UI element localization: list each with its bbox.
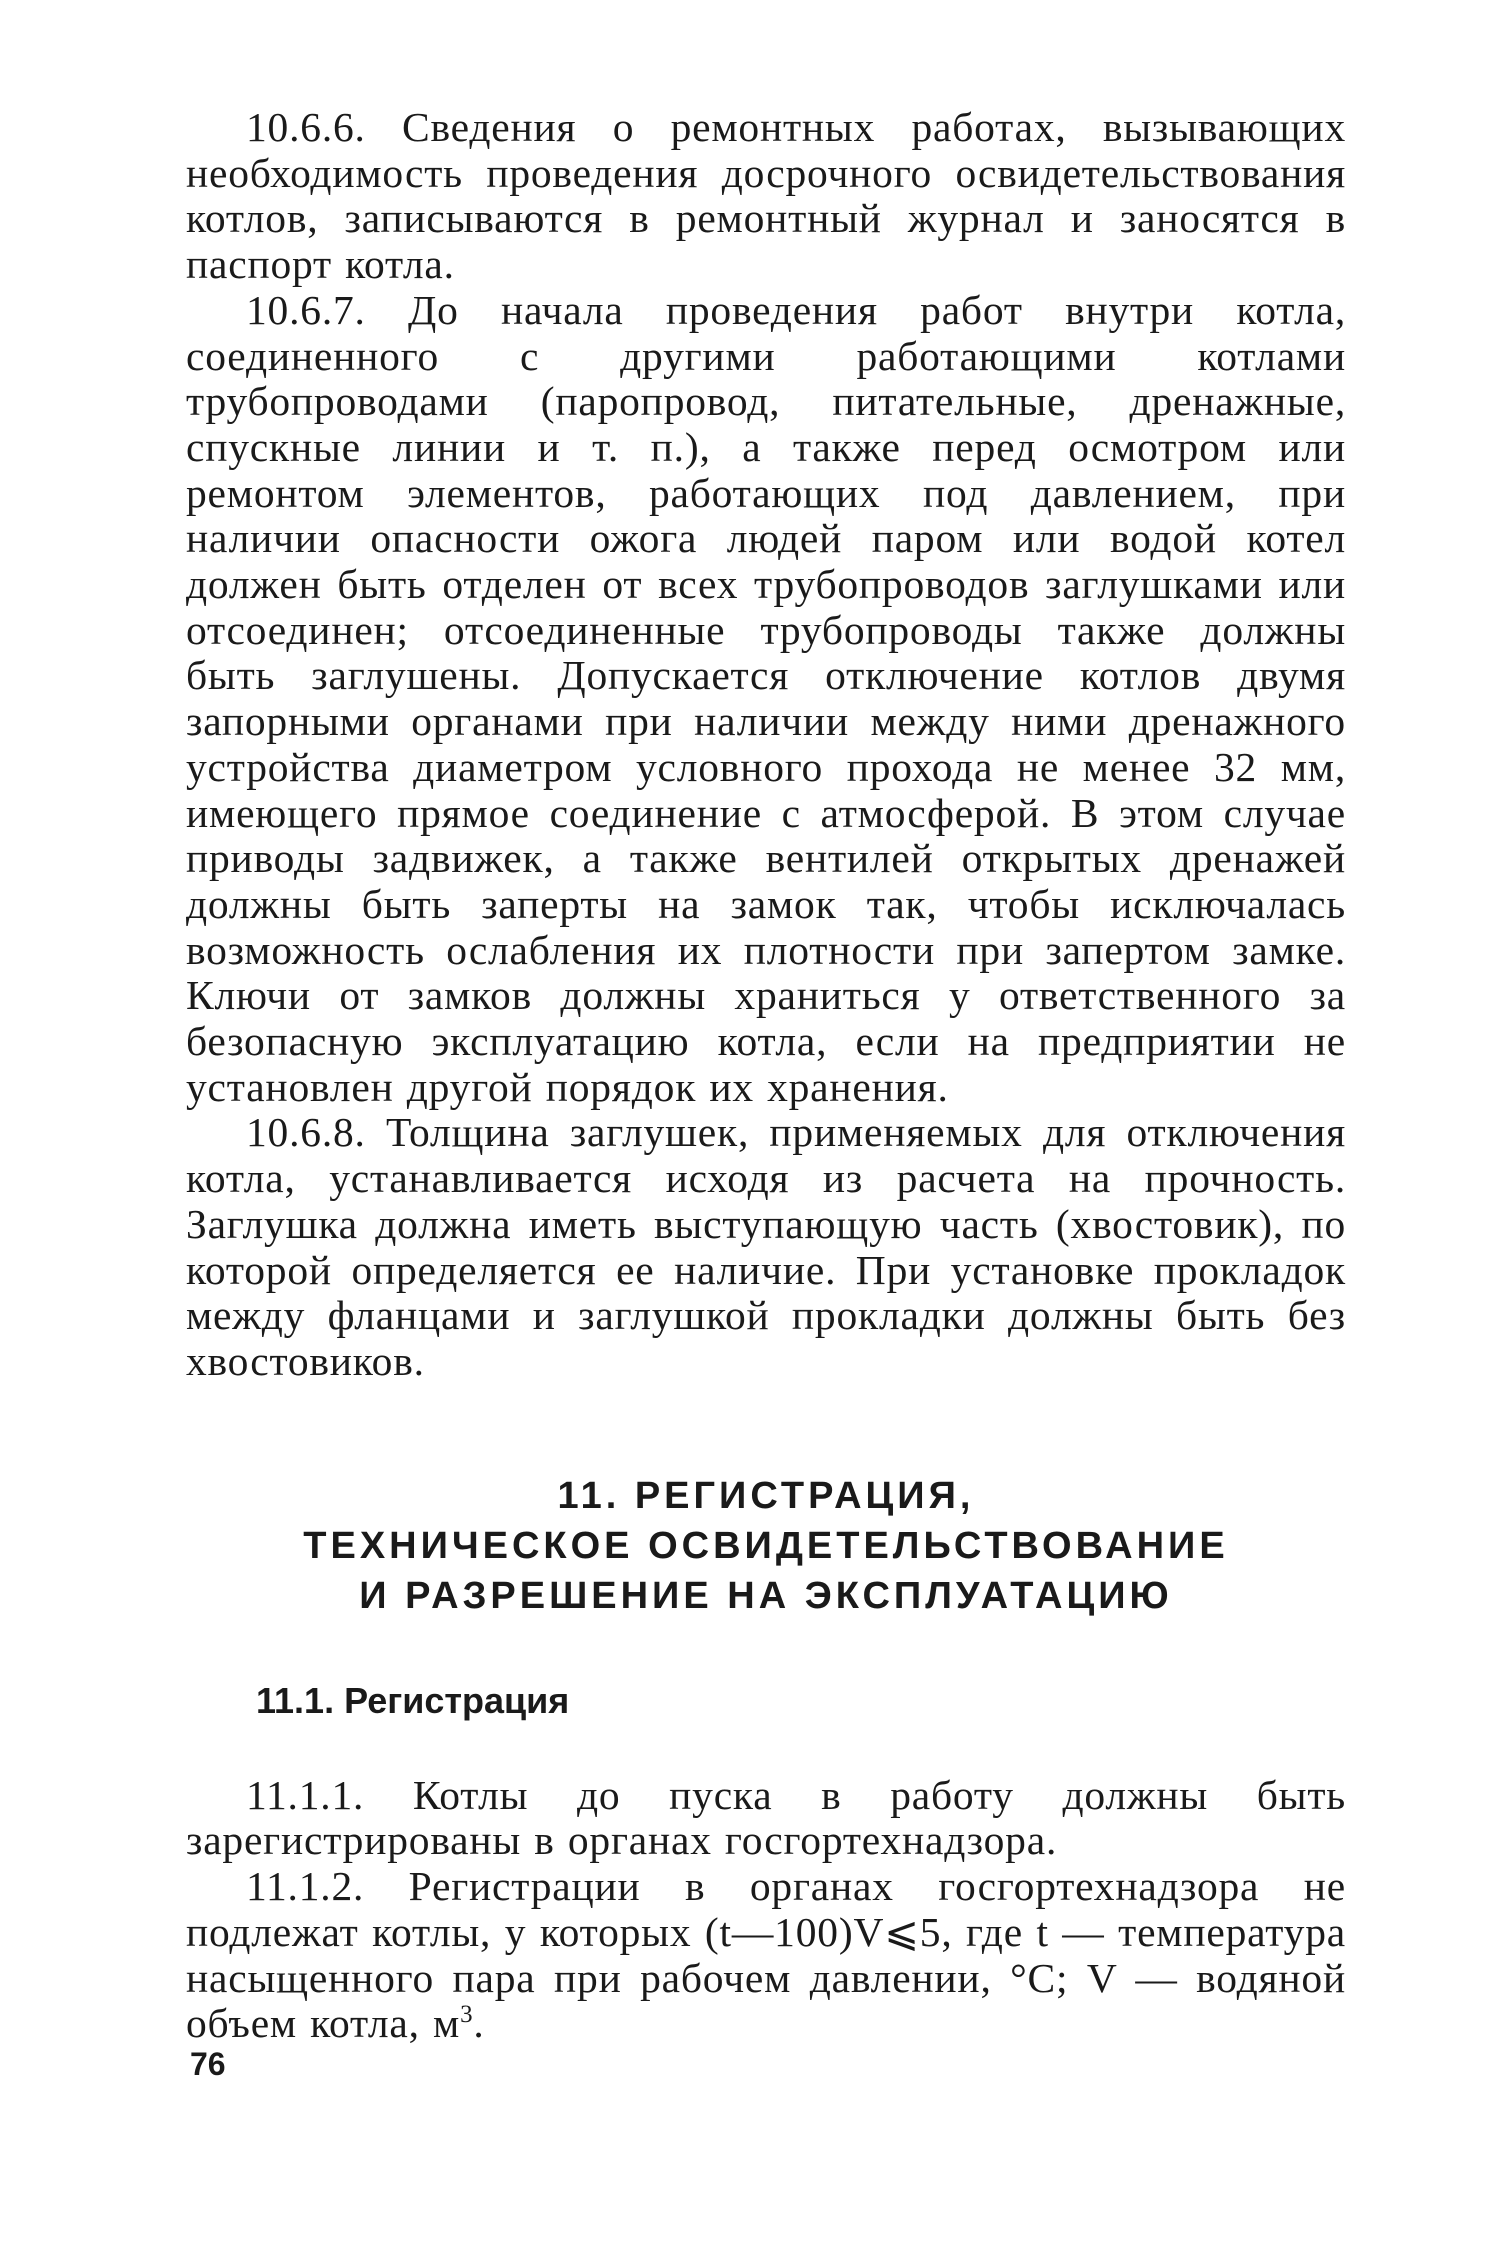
section-heading-line-3: И РАЗРЕШЕНИЕ НА ЭКСПЛУАТАЦИЮ — [359, 1574, 1173, 1617]
paragraph-11-1-1: 11.1.1. Котлы до пуска в работу должны быть зарегистрированы в органах госгортехнадзора. — [186, 1771, 1346, 1864]
section-heading-line-2: ТЕХНИЧЕСКОЕ ОСВИДЕТЕЛЬСТВОВАНИЕ — [303, 1524, 1229, 1567]
paragraph-11-1-2-text: 11.1.2. Регистрации в органах госгортехнадзора не подлежат котлы, у которых (t—100)V⩽5, где t — температура насыщенного пара при рабочем давлении, °С; V — водяной объем котла, м — [186, 1863, 1346, 2047]
paragraph-11-1-2 — [186, 1864, 1346, 2047]
cubic-superscript: 3 — [460, 2001, 474, 2029]
paragraph-11-1-2-end: . — [473, 2000, 485, 2047]
section-heading-line-1: 11. РЕГИСТРАЦИЯ, — [557, 1474, 975, 1517]
paragraph-10-6-6: 10.6.6. Сведения о ремонтных работах, вызывающих необходимость проведения досрочного освидетельствования котлов, записываются в ремонтный журнал и заносятся в паспорт котла. — [186, 104, 1346, 288]
subsection-heading: 11.1. Регистрация — [256, 1679, 570, 1721]
paragraph-10-6-8: 10.6.8. Толщина заглушек, применяемых для отключения котла, устанавливается исходя из расчета на прочность. Заглушка должна иметь выступающую часть (хвостовик), по которой определяется ее наличие. При установке прокладок между фланцами и заглушкой прокладки должны быть без хвостовиков. — [186, 1109, 1346, 1384]
page-number: 76 — [190, 2046, 226, 2082]
section-heading — [186, 1471, 1346, 1621]
paragraph-10-6-7: 10.6.7. До начала проведения работ внутри котла, соединенного с другими работающими котлами трубопроводами (паропровод, питательные, дренажные, спускные линии и т. п.), а также перед осмотром или ремонтом элементов, работающих под давлением, при наличии опасности ожога людей паром или водой котел должен быть отделен от всех трубопроводов заглушками или отсоединен; отсоединенные трубопроводы также должны быть заглушены. Допускается отключение котлов двумя запорными органами при наличии между ними дренажного устройства диаметром условного прохода не менее 32 мм, имеющего прямое соединение с атмосферой. В этом случае приводы задвижек, а также вентилей открытых дренажей должны быть заперты на замок так, чтобы исключалась возможность ослабления их плотности при запертом замке. Ключи от замков должны храниться у ответственного за безопасную эксплуатацию котла, если на предприятии не установлен другой порядок их хранения. — [186, 286, 1346, 1110]
document-page — [186, 105, 1346, 2047]
